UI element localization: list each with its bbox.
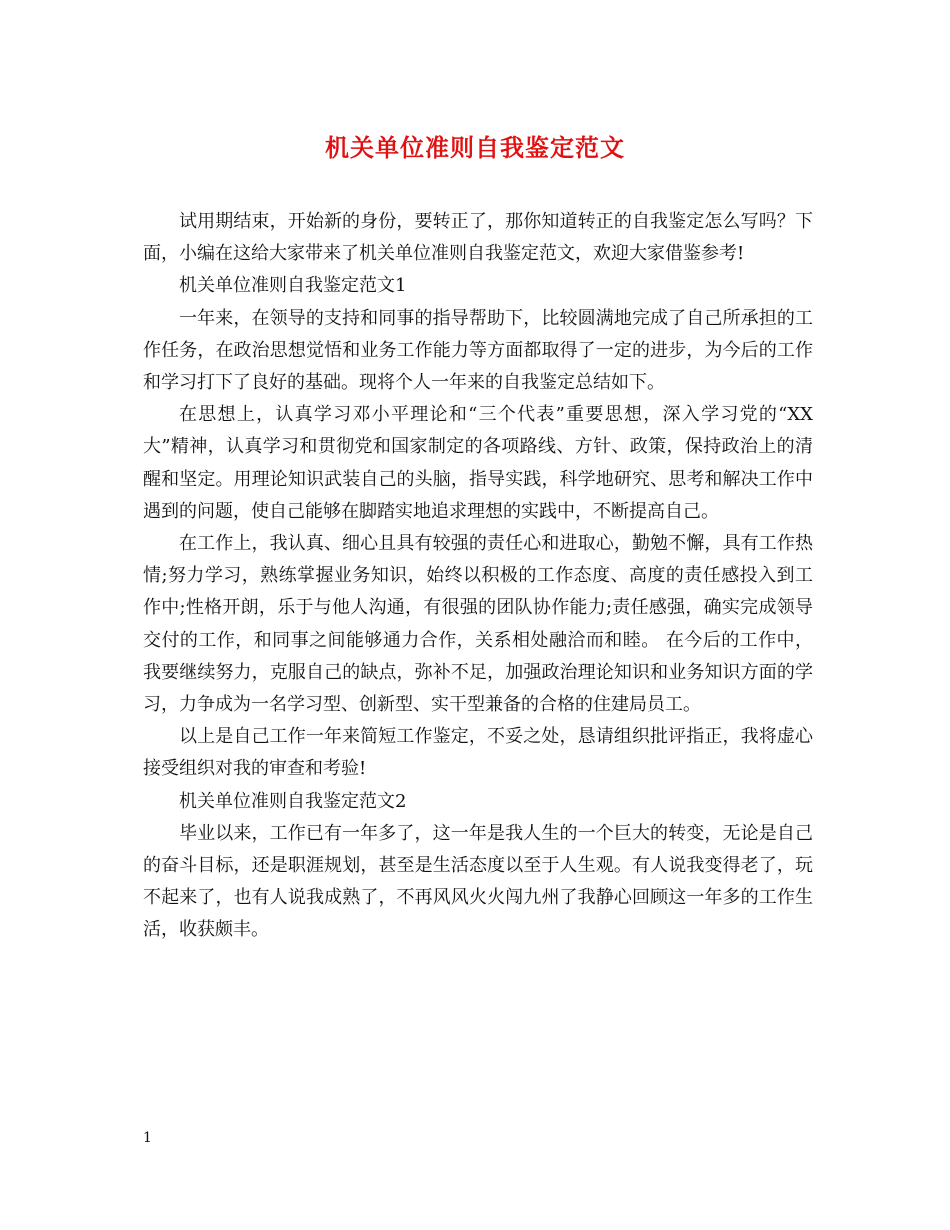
intro-paragraph: 试用期结束，开始新的身份，要转正了，那你知道转正的自我鉴定怎么写吗？下面，小编在这给大家带来了机关单位准则自我鉴定范文，欢迎大家借鉴参考! bbox=[143, 211, 813, 265]
paragraph-1: 一年来，在领导的支持和同事的指导帮助下，比较圆满地完成了自己所承担的工作任务，在政治思想觉悟和业务工作能力等方面都取得了一定的进步，为今后的工作和学习打下了良好的基础。现将个人一年来的自我鉴定总结如下。 bbox=[143, 307, 813, 394]
document-title: 机关单位准则自我鉴定范文 bbox=[325, 133, 625, 162]
paragraph-4: 以上是自己工作一年来简短工作鉴定，不妥之处，恳请组织批评指正，我将虚心接受组织对我的审查和考验! bbox=[143, 726, 813, 780]
document-body bbox=[143, 206, 813, 947]
paragraph-3: 在工作上，我认真、细心且具有较强的责任心和进取心，勤勉不懈，具有工作热情;努力学习，熟练掌握业务知识，始终以积极的工作态度、高度的责任感投入到工作中;性格开朗，乐于与他人沟通，有很强的团队协作能力;责任感强，确实完成领导交付的工作，和同事之间能够通力合作，关系相处融洽而和睦。 在今后的工作中，我要继续努力，克服自己的缺点，弥补不足，加强政治理论知识和业务知识方面的学习，力争成为一名学习型、创新型、实干型兼备的合格的住建局员工。 bbox=[143, 533, 813, 716]
page-number: 1 bbox=[143, 1130, 152, 1146]
section-heading-2: 机关单位准则自我鉴定范文2 bbox=[179, 790, 407, 812]
section-heading-1: 机关单位准则自我鉴定范文1 bbox=[179, 275, 407, 297]
paragraph-2: 在思想上，认真学习邓小平理论和“三个代表”重要思想，深入学习党的“XX大”精神，认真学习和贯彻党和国家制定的各项路线、方针、政策，保持政治上的清醒和坚定。用理论知识武装自己的头脑，指导实践，科学地研究、思考和解决工作中遇到的问题，使自己能够在脚踏实地追求理想的实践中，不断提高自己。 bbox=[143, 404, 813, 522]
paragraph-5: 毕业以来，工作已有一年多了，这一年是我人生的一个巨大的转变，无论是自己的奋斗目标，还是职涯规划，甚至是生活态度以至于人生观。有人说我变得老了，玩不起来了，也有人说我成熟了，不再风风火火闯九州了我静心回顾这一年多的工作生活，收获颇丰。 bbox=[143, 822, 813, 941]
